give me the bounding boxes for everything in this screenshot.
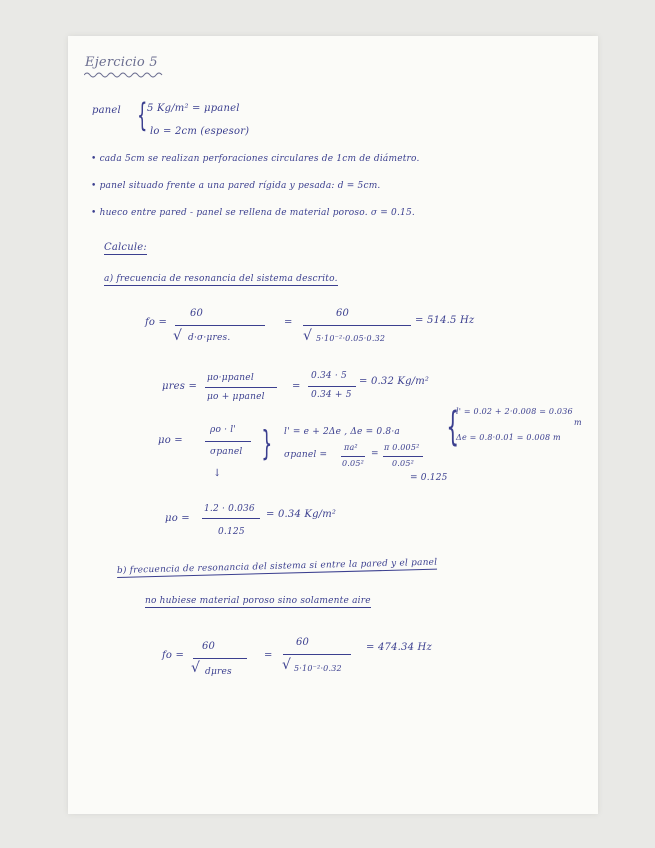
- l-values-brace: {: [446, 404, 460, 450]
- sigma-eq: =: [371, 449, 379, 459]
- f0-den-2: 5·10⁻²·0.05·0.32: [316, 334, 386, 343]
- b-num-1: 60: [202, 641, 216, 652]
- sigma-frac-line-2: [383, 456, 423, 457]
- b-root-1: √: [191, 660, 200, 676]
- mres-frac-line: [205, 387, 277, 388]
- f0-num-1: 60: [190, 308, 204, 319]
- mres-num: μo·μpanel: [207, 373, 254, 383]
- part-b-heading-1: b) frecuencia de resonancia del sistema si entre la pared y el panel: [116, 557, 438, 576]
- mres-frac-line-2: [308, 386, 356, 387]
- mres-result: = 0.32 Kg/m²: [359, 376, 430, 387]
- l-prime-value: l' = 0.02 + 2·0.008 = 0.036: [456, 407, 573, 416]
- b-eq: =: [264, 650, 273, 661]
- l-prime-unit: m: [574, 418, 582, 427]
- panel-density: 5 Kg/m² = μpanel: [147, 103, 240, 114]
- bullet-wall: • panel situado frente a una pared rígida y pesada: d = 5cm.: [91, 181, 381, 191]
- part-b-heading-2: no hubiese material poroso sino solamente aire: [145, 596, 371, 606]
- b-frac-line-2: [283, 654, 351, 655]
- f0-root-2: √: [303, 328, 312, 344]
- panel-brace: {: [137, 96, 148, 134]
- sigma-num-2: π 0.005²: [384, 443, 420, 452]
- mo-brace: }: [261, 424, 273, 464]
- mres-eq: =: [292, 381, 301, 392]
- sigma-frac-line: [341, 456, 365, 457]
- panel-thickness: lo = 2cm (espesor): [150, 126, 250, 137]
- l-prime-formula: l' = e + 2Δe , Δe = 0.8·a: [284, 427, 400, 437]
- b-root-2: √: [282, 657, 291, 673]
- bullet-perforations: • cada 5cm se realizan perforaciones circulares de 1cm de diámetro.: [91, 154, 420, 164]
- mo2-num: 1.2 · 0.036: [204, 504, 255, 514]
- mres-den: μo + μpanel: [207, 392, 265, 402]
- mo-lhs: μo =: [158, 435, 183, 446]
- paper-sheet: [68, 36, 598, 814]
- mo2-lhs: μo =: [165, 513, 190, 524]
- panel-label: panel: [92, 105, 121, 116]
- mo-num: ρo · l': [210, 425, 237, 435]
- f0-den-1: d·σ·μres.: [188, 333, 231, 343]
- sigma-den: 0.05²: [342, 459, 365, 468]
- bullet-porous: • hueco entre pared - panel se rellena de material poroso. σ = 0.15.: [91, 208, 415, 218]
- arrow-down: ↓: [213, 468, 222, 479]
- delta-e-value: Δe = 0.8·0.01 = 0.008 m: [456, 433, 561, 442]
- mres-lhs: μres =: [162, 381, 198, 392]
- sigma-lhs: σpanel =: [284, 450, 328, 460]
- f0-eq: =: [284, 317, 293, 328]
- sigma-num: πa²: [344, 443, 358, 452]
- b-f0-lhs: fo =: [162, 650, 185, 661]
- sigma-result: = 0.125: [410, 473, 448, 483]
- exercise-title: Ejercicio 5: [85, 55, 158, 70]
- b-num-2: 60: [296, 637, 310, 648]
- part-a-heading: a) frecuencia de resonancia del sistema descrito.: [104, 274, 338, 284]
- b-frac-line-1: [193, 658, 247, 659]
- b-den-2: 5·10⁻²·0.32: [294, 664, 342, 673]
- mo-den: σpanel: [210, 447, 243, 457]
- f0-lhs: fo =: [145, 317, 168, 328]
- f0-frac-line-1: [175, 325, 265, 326]
- mo2-result: = 0.34 Kg/m²: [266, 509, 337, 520]
- title-underline-squiggle: [84, 71, 164, 79]
- mo2-den: 0.125: [218, 527, 245, 537]
- mo2-frac-line: [202, 518, 260, 519]
- f0-frac-line-2: [303, 325, 411, 326]
- mo-frac-line: [205, 441, 251, 442]
- f0-num-2: 60: [336, 308, 350, 319]
- calcule-heading: Calcule:: [104, 242, 147, 253]
- sigma-den-2: 0.05²: [392, 459, 415, 468]
- b-den-1: dμres: [205, 667, 232, 677]
- mres-num-2: 0.34 · 5: [311, 371, 347, 381]
- f0-root-1: √: [173, 328, 182, 344]
- f0-result: = 514.5 Hz: [415, 315, 475, 326]
- b-result: = 474.34 Hz: [366, 642, 432, 653]
- mres-den-2: 0.34 + 5: [311, 390, 352, 400]
